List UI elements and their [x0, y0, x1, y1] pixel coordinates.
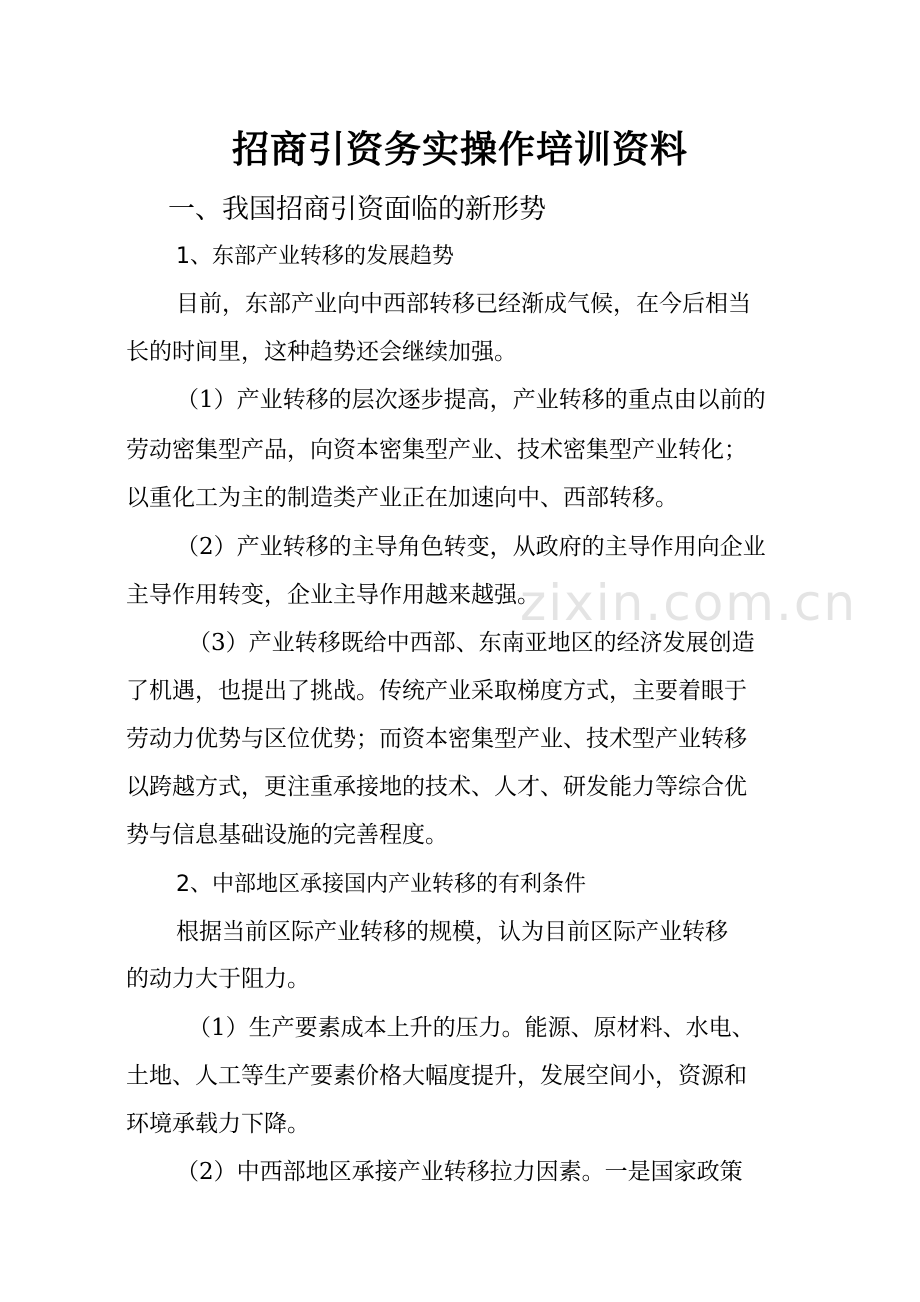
- paragraph-line: （2）中西部地区承接产业转移拉力因素。一是国家政策: [176, 1159, 743, 1185]
- paragraph-line: 劳动力优势与区位优势；而资本密集型产业、技术型产业转移: [126, 726, 747, 752]
- subsection-heading-2: 2、中部地区承接国内产业转移的有利条件: [176, 872, 586, 897]
- paragraph-line: 以重化工为主的制造类产业正在加速向中、西部转移。: [126, 485, 678, 511]
- paragraph-line: 土地、人工等生产要素价格大幅度提升，发展空间小，资源和: [126, 1063, 747, 1089]
- paragraph-line: 以跨越方式，更注重承接地的技术、人才、研发能力等综合优: [126, 774, 747, 800]
- paragraph-line: 根据当前区际产业转移的规模，认为目前区际产业转移: [176, 919, 728, 945]
- paragraph-line: 的动力大于阻力。: [126, 966, 310, 992]
- paragraph-line: 目前，东部产业向中西部转移已经渐成气候，在今后相当: [176, 291, 751, 317]
- paragraph-line: 长的时间里，这种趋势还会继续加强。: [126, 339, 517, 365]
- paragraph-line: （2）产业转移的主导角色转变，从政府的主导作用向企业: [176, 534, 766, 560]
- section-heading-1: 一、我国招商引资面临的新形势: [168, 194, 546, 225]
- paragraph-line: 了机遇，也提出了挑战。传统产业采取梯度方式，主要着眼于: [126, 678, 747, 704]
- paragraph-line: （1）生产要素成本上升的压力。能源、原材料、水电、: [188, 1015, 755, 1041]
- paragraph-line: 势与信息基础设施的完善程度。: [126, 822, 448, 848]
- document-title: 招商引资务实操作培训资料: [232, 128, 688, 171]
- paragraph-line: （3）产业转移既给中西部、东南亚地区的经济发展创造: [188, 630, 755, 656]
- paragraph-line: 环境承载力下降。: [126, 1111, 310, 1137]
- paragraph-line: 主导作用转变，企业主导作用越来越强。: [126, 582, 540, 608]
- paragraph-line: （1）产业转移的层次逐步提高，产业转移的重点由以前的: [176, 387, 766, 413]
- subsection-heading-1: 1、东部产业转移的发展趋势: [176, 244, 454, 269]
- paragraph-line: 劳动密集型产品，向资本密集型产业、技术密集型产业转化；: [126, 437, 747, 463]
- watermark-text: zixin.com.cn: [520, 574, 858, 632]
